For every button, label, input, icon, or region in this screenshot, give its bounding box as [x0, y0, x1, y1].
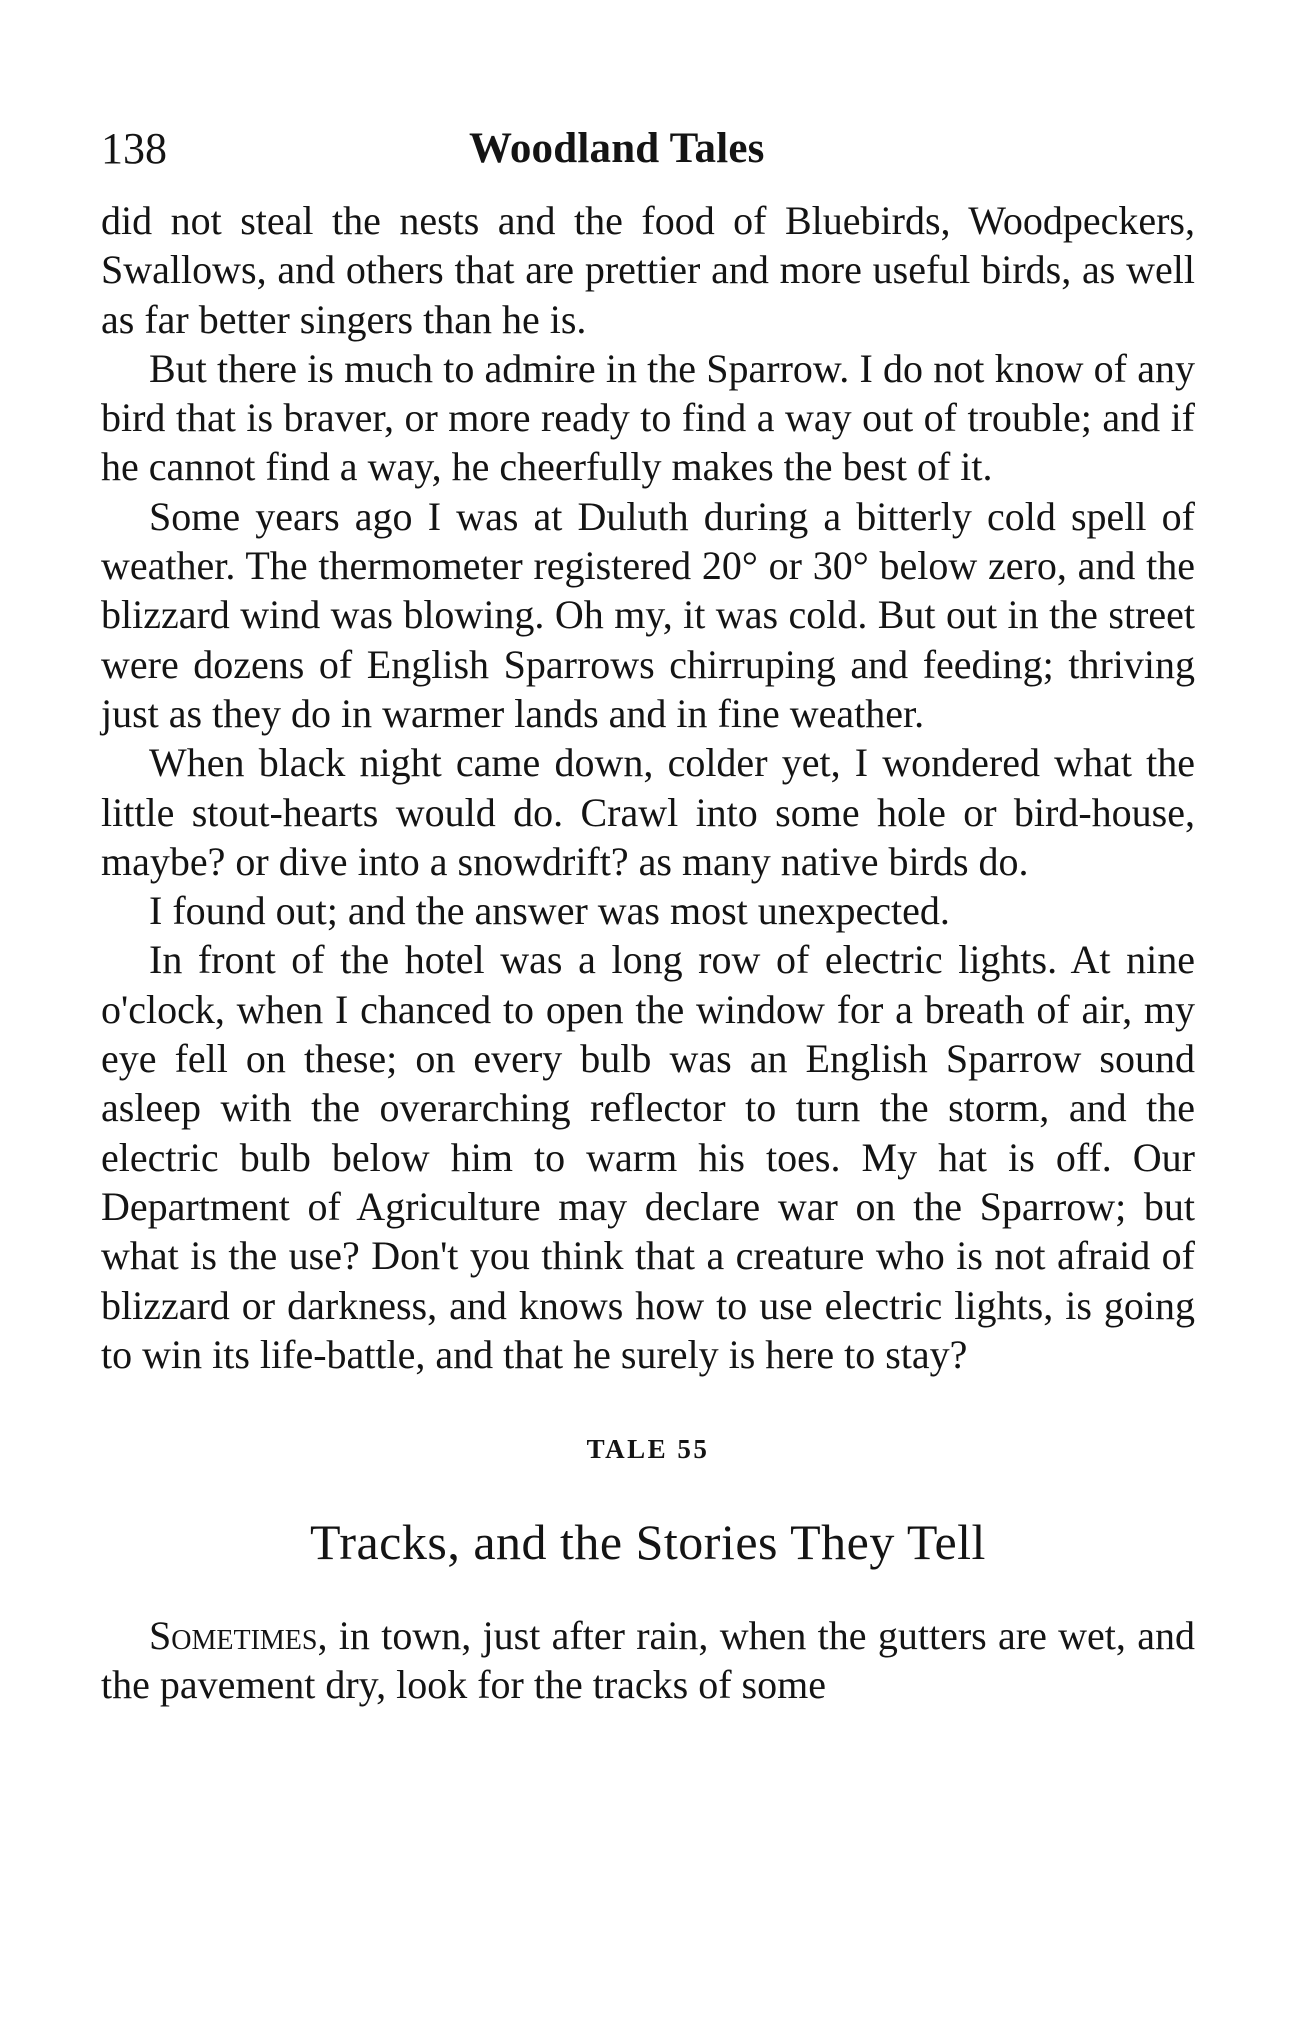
running-title: Woodland Tales	[469, 125, 765, 172]
tale-title: Tracks, and the Stories They Tell	[310, 1514, 986, 1571]
page-number: 138	[101, 124, 167, 173]
tale-opening-text: , in town, just after rain, when the gutters are wet, and the pavement dry, look for the tracks of some	[101, 1613, 1195, 1708]
paragraph: But there is much to admire in the Sparrow. I do not know of any bird that is braver, or more ready to find a way out of trouble; and if he cannot find a way, he cheerfully makes the best of it.	[101, 345, 1195, 490]
tale-first-word: Sometimes	[149, 1613, 318, 1659]
paragraph: Some years ago I was at Duluth during a bitterly cold spell of weather. The thermometer registered 20° or 30° below zero, and the blizzard wind was blowing. Oh my, it was cold. But out in the street were dozens of English Sparrows chirruping and feeding; thriving just as they do in warmer lands and in fine weather.	[101, 493, 1195, 736]
tale-label: TALE 55	[586, 1434, 710, 1465]
body-text	[101, 196, 1195, 1710]
paragraph: I found out; and the answer was most unexpected.	[149, 888, 950, 934]
paragraph-continued: did not steal the nests and the food of Bluebirds, Woodpeckers, Swallows, and others that are prettier and more useful birds, as well as far better singers than he is.	[101, 198, 1195, 342]
running-head	[101, 118, 1195, 180]
tale-opening	[101, 1611, 1195, 1710]
tale-opening-paragraph	[101, 1611, 1195, 1710]
paragraph: In front of the hotel was a long row of electric lights. At nine o'clock, when I chanced to open the window for a breath of air, my eye fell on these; on every bulb was an English Sparrow sound asleep with the overarching reflector to turn the storm, and the electric bulb below him to warm his toes. My hat is off. Our Department of Agriculture may declare war on the Sparrow; but what is the use? Don't you think that a creature who is not afraid of blizzard or darkness, and knows how to use electric lights, is going to win its life-battle, and that he surely is here to stay?	[101, 937, 1195, 1377]
book-page	[101, 118, 1195, 1710]
paragraph: When black night came down, colder yet, I wondered what the little stout-hearts would do. Crawl into some hole or bird-house, maybe? or dive into a snowdrift? as many native birds do.	[101, 740, 1195, 884]
